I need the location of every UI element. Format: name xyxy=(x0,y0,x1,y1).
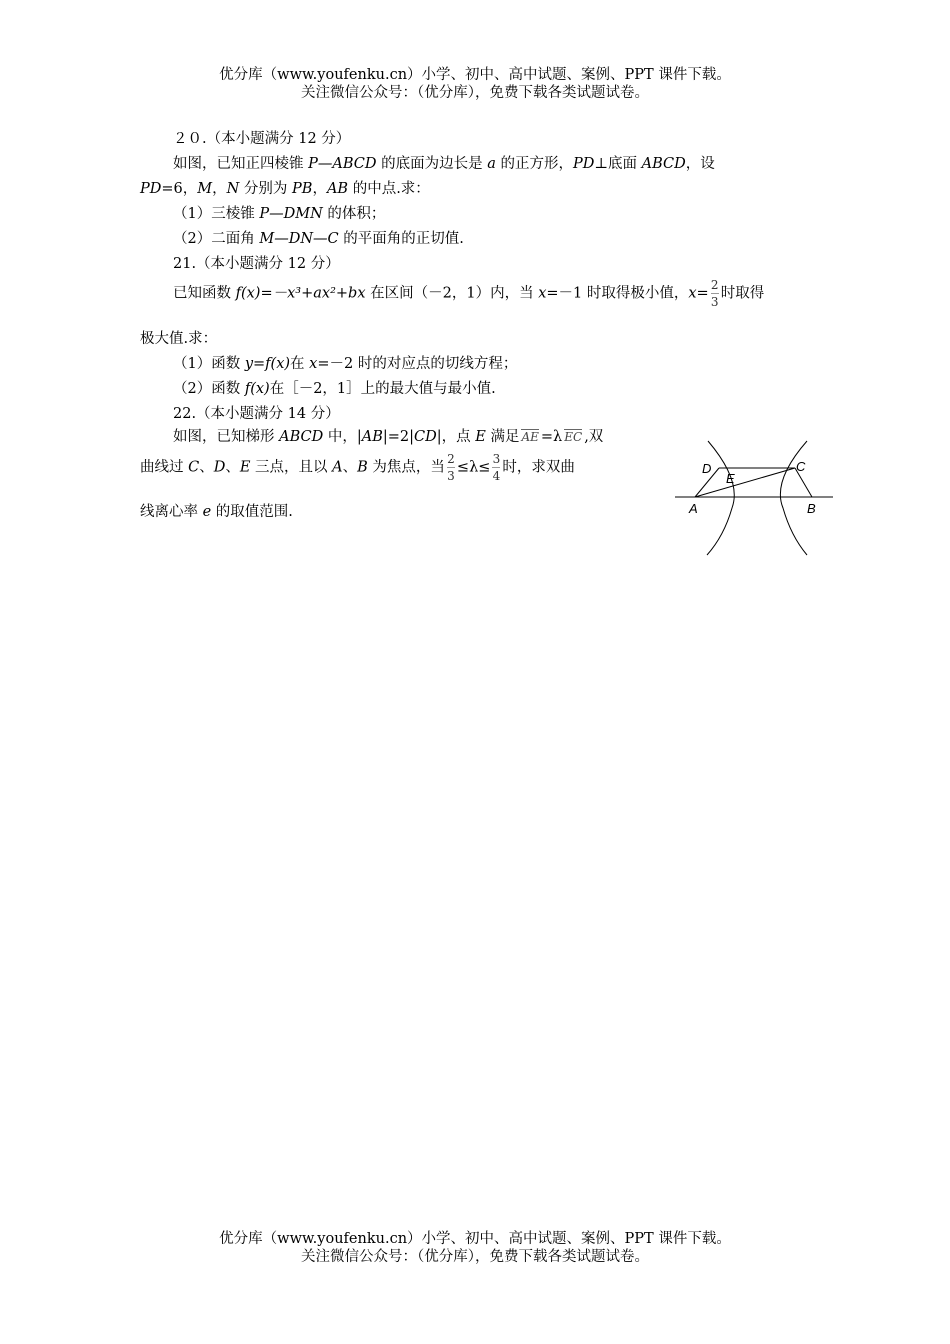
fraction-bar xyxy=(492,467,500,468)
math: E xyxy=(239,459,251,476)
text: =－1 时取得极小值， xyxy=(546,285,689,302)
math: A xyxy=(332,459,343,476)
text: |=2| xyxy=(382,429,415,445)
q22-stem-line-2 xyxy=(140,452,575,483)
text: （2）二面角 xyxy=(173,231,260,247)
fraction-denominator: 4 xyxy=(492,469,501,483)
fraction-denominator: 3 xyxy=(447,469,455,483)
text: =－2 时的对应点的切线方程； xyxy=(317,356,518,372)
q21-part-2 xyxy=(173,377,496,398)
text: （1）三棱锥 xyxy=(173,206,260,222)
math: PD xyxy=(572,156,595,172)
math: B xyxy=(357,459,368,476)
page-footer xyxy=(0,1230,950,1266)
q20-part-1 xyxy=(173,202,385,223)
math: f(x)=－x³+ax²+bx xyxy=(235,285,366,302)
fraction-bar xyxy=(447,467,455,468)
q20-part-2 xyxy=(173,227,464,248)
text: 已知函数 xyxy=(173,285,236,302)
fraction-numerator: 3 xyxy=(492,452,501,466)
math: P—ABCD xyxy=(308,156,377,172)
fraction xyxy=(492,452,500,483)
math: E xyxy=(475,429,486,445)
text: ， xyxy=(212,181,227,197)
math: PD xyxy=(140,181,162,197)
hyperbola-trapezoid-figure xyxy=(672,436,837,561)
text: 如图，已知正四棱锥 xyxy=(173,156,309,172)
text: ,双 xyxy=(584,429,604,445)
text: 、 xyxy=(342,459,358,476)
text: ⊥底面 xyxy=(594,156,642,172)
page-header xyxy=(0,66,950,102)
math: x xyxy=(538,285,547,302)
text: 、 xyxy=(225,459,240,476)
text: =λ xyxy=(540,429,563,445)
text: 线离心率 xyxy=(140,504,203,520)
label-b: B xyxy=(807,501,816,516)
math: f(x) xyxy=(244,381,270,397)
q21-stem-line-2: 极大值.求： xyxy=(140,331,218,347)
q22-stem-line-3 xyxy=(140,500,293,521)
hyperbola-left-branch xyxy=(707,441,734,555)
text: 在 xyxy=(290,356,310,372)
text: 满足 xyxy=(485,429,520,445)
text: |，点 xyxy=(436,429,476,445)
q21-title: 21.（本小题满分 12 分） xyxy=(173,256,340,272)
fraction xyxy=(711,278,719,309)
q21-part-1 xyxy=(173,352,517,373)
fraction-denominator: 3 xyxy=(710,295,719,309)
math: C xyxy=(188,459,200,476)
math: PB xyxy=(292,181,313,197)
text: 为焦点，当 xyxy=(367,459,445,476)
math: ABCD xyxy=(641,156,686,172)
math: AB xyxy=(326,181,349,197)
footer-line-1: 优分库（www.youfenku.cn）小学、初中、高中试题、案例、PPT 课件下载。 xyxy=(219,1231,731,1247)
header-line-1: 优分库（www.youfenku.cn）小学、初中、高中试题、案例、PPT 课件下载。 xyxy=(219,67,731,83)
math: x xyxy=(309,356,318,372)
text: 的正方形， xyxy=(495,156,573,172)
q22-stem-line-1 xyxy=(173,425,603,446)
fraction-numerator: 2 xyxy=(710,278,719,292)
text: 曲线过 xyxy=(140,459,189,476)
text: 分别为 xyxy=(239,181,293,197)
q20-title: ２０.（本小题满分 12 分） xyxy=(173,131,351,147)
math: M xyxy=(197,181,213,197)
vector-ec: EC xyxy=(564,427,582,444)
text: （1）函数 xyxy=(173,356,245,372)
text: ≤λ≤ xyxy=(456,459,491,476)
math: y=f(x) xyxy=(244,356,291,372)
footer-line-2: 关注微信公众号：（优分库），免费下载各类试题试卷。 xyxy=(301,1249,649,1265)
math: x xyxy=(688,285,697,302)
math: D xyxy=(213,459,226,476)
fraction-bar xyxy=(711,293,719,294)
q20-stem-line-1 xyxy=(173,152,715,173)
math: a xyxy=(487,156,496,172)
vector-ae: AE xyxy=(521,427,538,444)
text: =6， xyxy=(161,181,198,197)
text: 在［－2，1］上的最大值与最小值. xyxy=(269,381,496,397)
text: 时，求双曲 xyxy=(502,459,575,476)
text: 如图，已知梯形 xyxy=(173,429,280,445)
math: e xyxy=(202,504,212,520)
q21-stem-line-1 xyxy=(173,278,764,309)
label-e: E xyxy=(726,471,735,486)
text: 的体积； xyxy=(322,206,386,222)
fraction-numerator: 2 xyxy=(447,452,455,466)
text: 、 xyxy=(199,459,214,476)
header-line-2: 关注微信公众号：（优分库），免费下载各类试题试卷。 xyxy=(301,85,649,101)
math: M—DN—C xyxy=(259,231,339,247)
text: 的中点.求： xyxy=(348,181,430,197)
text: 的平面角的正切值. xyxy=(338,231,464,247)
text: （2）函数 xyxy=(173,381,245,397)
text: 中，| xyxy=(323,429,362,445)
math: ABCD xyxy=(279,429,324,445)
text: 在区间（－2，1）内，当 xyxy=(365,285,539,302)
label-d: D xyxy=(702,461,712,476)
q22-title: 22.（本小题满分 14 分） xyxy=(173,406,340,422)
math: P—DMN xyxy=(259,206,323,222)
label-c: C xyxy=(796,459,806,474)
text: 的取值范围. xyxy=(211,504,293,520)
text: ，设 xyxy=(685,156,715,172)
q20-stem-line-2 xyxy=(140,177,430,198)
text: 的底面为边长是 xyxy=(376,156,488,172)
text: 时取得 xyxy=(720,285,765,302)
math: AB xyxy=(361,429,383,445)
fraction xyxy=(447,452,455,483)
math: N xyxy=(226,181,240,197)
text: 三点，且以 xyxy=(250,459,333,476)
math: CD xyxy=(414,429,437,445)
label-a: A xyxy=(689,501,698,516)
text: ， xyxy=(312,181,327,197)
text: = xyxy=(696,285,709,302)
